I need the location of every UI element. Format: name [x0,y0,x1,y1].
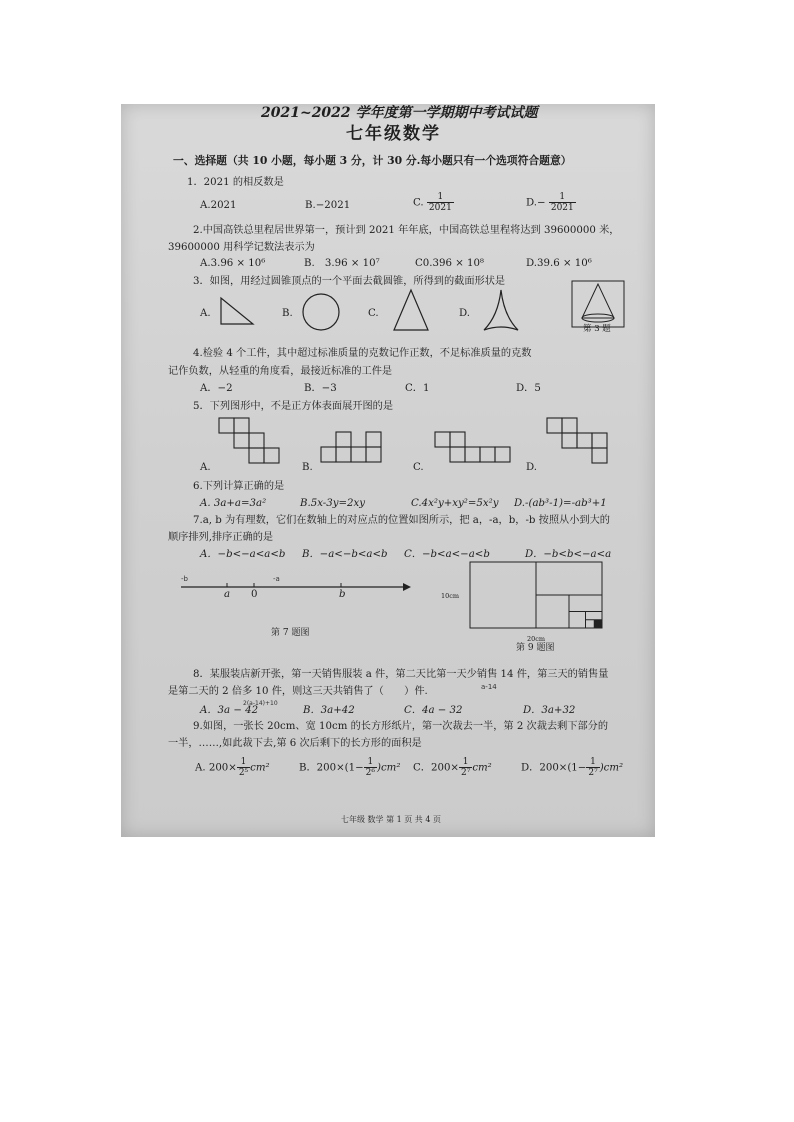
q6-option-d: D.-(ab³-1)=-ab³+1 [514,498,607,509]
q7-option-b: B．−a<−b<a<b [302,549,388,560]
q1-option-d: D.− $\frac{1}{2021}$ [526,192,574,213]
exam-page [121,104,655,837]
q7-option-c: C．−b<a<−a<b [404,549,490,560]
q2-option-a: A.3.96 × 10⁶ [200,258,266,269]
q4-line1: 4.检验 4 个工件，其中超过标准质量的克数记作正数，不足标准质量的克数 [193,348,532,359]
q9-option-d: D．200×(1− $\frac{1}{\text{2⁷}}$ )cm² [521,757,624,778]
q3-option-d: D. [459,308,471,319]
q9-fig-caption: 第 9 题图 [516,643,555,653]
q7-hand-neg-a: -a [273,575,280,583]
q3-triangle-a [217,296,257,328]
page-footer: 七年级 数学 第 1 页 共 4 页 [341,815,441,824]
q2-option-d: D.39.6 × 10⁶ [526,258,592,269]
q9-a-fraction: $\frac{1}{\text{2⁵}}$ [238,757,249,778]
q5-option-a: A. [200,462,211,473]
q9-width-label: 20cm [527,635,546,643]
q9-line1: 9.如图，一张长 20cm、宽 10cm 的长方形纸片，第一次裁去一半，第 2 次裁去剩下部分的 [193,721,609,732]
q2-line1: 2.中国高铁总里程居世界第一，预计到 2021 年年底，中国高铁总里程将达到 39600000 米， [193,225,620,236]
q9-option-c: C．200× $\frac{1}{\text{2⁷}}$ cm² [413,757,492,778]
q1-option-c: C. $\frac{1}{2021}$ [413,192,452,213]
q5-stem: 5．下列图形中，不是正方体表面展开图的是 [193,401,394,412]
q7-option-a: A．−b<−a<a<b [200,549,286,560]
q4-option-d: D．5 [516,383,541,394]
q5-net-b [319,430,399,466]
q5-net-d [545,416,625,466]
q7-hand-neg-b: -b [181,575,188,583]
q3-fig-caption: 第 3 题 [583,324,611,334]
q3-triangle-c [391,288,431,332]
q7-axis-0: 0 [251,589,258,600]
q5-net-c [433,430,513,466]
q3-curved-triangle-d [481,288,521,332]
q4-line2: 记作负数，从轻重的角度看，最接近标准的工件是 [168,366,393,377]
q9-option-a: A. 200× $\frac{1}{\text{2⁵}}$ cm² [195,757,270,778]
q4-option-c: C．1 [405,383,430,394]
q6-option-c: C.4x²y+xy²=5x²y [411,498,499,509]
q8-line2: 是第二天的 2 倍多 10 件，则这三天共销售了（ ）件. [168,686,428,697]
q3-option-c: C. [368,308,379,319]
exam-subtitle: 七年级数学 [346,124,441,144]
q2-option-c: C0.396 × 10⁸ [415,258,485,269]
q7-fig-caption: 第 7 题图 [271,628,310,638]
q9-b-fraction: $\frac{1}{\text{2⁶}}$ [365,757,375,778]
q1-option-a: A.2021 [200,200,237,211]
q6-option-a: A. 3a+a=3a² [200,498,267,509]
q9-rectangle-figure [469,560,605,632]
q2-line2: 39600000 用科学记数法表示为 [168,242,315,253]
q7-axis-b: b [339,589,346,600]
section-heading: 一、选择题（共 10 小题，每小题 3 分，计 30 分.每小题只有一个选项符合题意） [173,154,572,167]
q8-option-b: B．3a+42 [303,705,355,716]
q6-stem: 6.下列计算正确的是 [193,481,285,492]
q4-option-b: B．−3 [304,383,337,394]
q9-line2: 一半，……,如此裁下去,第 6 次后剩下的长方形的面积是 [168,738,422,749]
q8-option-c: C．4a − 32 [404,705,463,716]
q3-circle-b [301,292,341,332]
q2-option-b: B. 3.96 × 10⁷ [304,258,380,269]
q5-option-b: B. [302,462,313,473]
q4-option-a: A．−2 [200,383,233,394]
q1-option-b: B.−2021 [305,200,351,211]
q8-option-a: A．3a − 42 [200,705,259,716]
q9-height-label: 10cm [441,592,460,600]
q7-axis-a: a [224,589,231,600]
q7-line1: 7.a, b 为有理数，它们在数轴上的对应点的位置如图所示，把 a，-a，b，-b 按照从小到大的 [193,515,610,526]
q3-stem: 3．如图，用经过圆锥顶点的一个平面去截圆锥，所得到的截面形状是 [193,276,506,287]
q9-option-b: B．200×(1− $\frac{1}{\text{2⁶}}$ )cm² [299,757,401,778]
q7-option-d: D．−b<b<−a<a [525,549,612,560]
q7-number-line [177,574,413,604]
q3-option-b: B. [282,308,293,319]
q5-option-c: C. [413,462,424,473]
q9-d-fraction: $\frac{1}{\text{2⁷}}$ [588,757,598,778]
exam-title: 2021~2022 学年度第一学期期中考试试题 [261,105,538,121]
q8-option-d: D．3a+32 [523,705,576,716]
q1-stem: 1．2021 的相反数是 [187,177,284,188]
q8-line1: 8．某服装店新开张，第一天销售服装 a 件，第二天比第一天少销售 14 件，第三天的销售量 [193,669,609,680]
q9-c-fraction: $\frac{1}{\text{2⁷}}$ [460,757,471,778]
q1-d-fraction: $\frac{1}{2021}$ [550,192,574,213]
q7-line2: 顺序排列,排序正确的是 [168,532,274,543]
q3-option-a: A. [200,308,211,319]
q8-hand-note1: a-14 [481,683,497,691]
q8-hand-note2: 2(a-14)+10 [243,700,278,707]
q5-net-a [217,416,297,466]
q1-c-fraction: $\frac{1}{2021}$ [428,192,452,213]
q5-option-d: D. [526,462,538,473]
q6-option-b: B.5x-3y=2xy [300,498,365,509]
